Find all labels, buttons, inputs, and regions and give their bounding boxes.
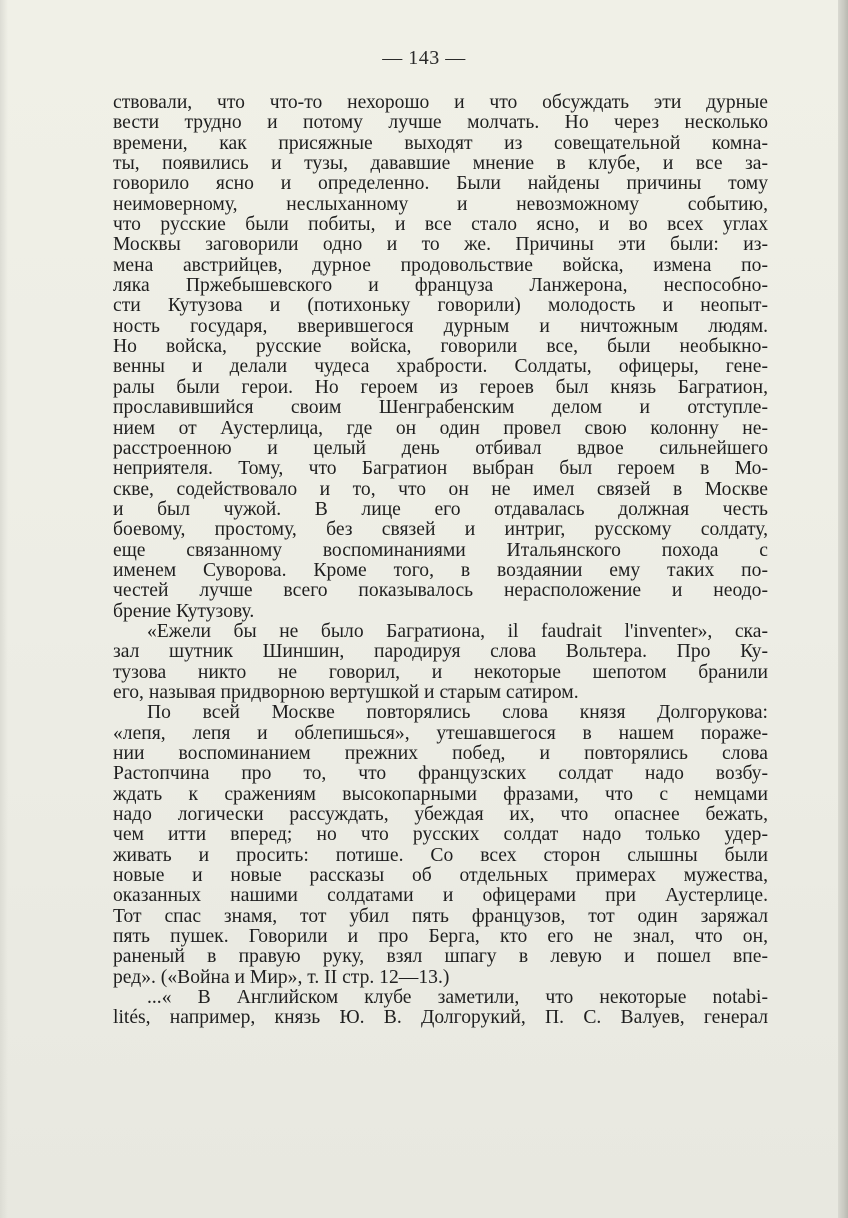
text-line: чем итти вперед; но что русских солдат надо только удер- [113,824,768,846]
text-line: «лепя, лепя и облепишься», утешавшегося в нашем пораже- [113,722,768,744]
text-line: нии воспоминанием прежних побед, и повторялись слова [113,743,768,764]
text-line: сти Кутузова и (потихоньку говорили) молодость и неопыт- [113,295,768,317]
text-line: ляка Пржебышевского и француза Ланжерона, неспособно- [113,275,768,297]
text-line: ты, появились и тузы, дававшие мнение в клубе, и все за- [113,153,768,175]
text-line: ралы были герои. Но героем из героев был князь Багратион, [113,376,768,398]
text-line: боевому, простому, без связей и интриг, русскому солдату, [113,519,768,541]
text-line: ред». («Война и Мир», т. II стр. 12—13.) [113,966,450,988]
text-line: раненый в правую руку, взял шпагу в левую и пошел впе- [113,946,768,968]
text-line: зал шутник Шиншин, пародируя слова Вольтера. Про Ку- [113,641,768,663]
text-line: неприятеля. Тому, что Багратион выбран был героем в Мо- [113,458,768,480]
text-line: ...« В Английском клубе заметили, что некоторые notabi- [147,987,768,1009]
text-line: живать и просить: потише. Со всех сторон слышны были [113,844,768,866]
text-line: еще связанному воспоминаниями Итальянского похода с [113,539,768,561]
page-gutter-shadow [0,0,8,1218]
text-line: прославившийся своим Шенграбенским делом и отступле- [113,397,768,419]
text-line: венны и делали чудеса храбрости. Солдаты, офицеры, гене- [113,356,768,378]
text-line: Но войска, русские войска, говорили все, были необыкно- [113,336,768,358]
text-line: тузова никто не говорил, и некоторые шепотом бранили [113,661,768,683]
text-line: говорило ясно и определенно. Были найдены причины тому [113,173,768,195]
text-line: что русские были побиты, и все стало ясно, и во всех углах [113,214,768,236]
text-line: ствовали, что что-то нехорошо и что обсуждать эти дурные [113,92,768,113]
text-line: надо логически рассуждать, убеждая их, что опаснее бежать, [113,804,768,826]
text-line: lités, например, князь Ю. В. Долгорукий, П. С. Валуев, генерал [113,1007,768,1029]
text-line: По всей Москве повторялись слова князя Долгорукова: [147,702,768,724]
page-edge [838,0,848,1218]
text-line: и был чужой. В лице его отдавалась должная честь [113,498,768,520]
text-line: мена австрийцев, дурное продовольствие войска, измена по- [113,254,768,276]
text-line: Москвы заговорили одно и то же. Причины эти были: из- [113,234,768,256]
text-line: ность государя, вверившегося дурным и ничтожным людям. [113,315,768,337]
text-line: пять пушек. Говорили и про Берга, кто его не знал, что он, [113,926,768,948]
text-line: новые и новые рассказы об отдельных примерах мужества, [113,865,768,887]
text-line: скве, содействовало и то, что он не имел связей в Москве [113,478,768,500]
page-body-text [113,93,768,1029]
text-line: брение Кутузову. [113,600,255,622]
text-line: Тот спас знамя, тот убил пять французов, тот один заряжал [113,905,768,927]
text-line: ждать к сражениям высокопарными фразами, что с немцами [113,783,768,805]
text-line: оказанных нашими солдатами и офицерами при Аустерлице. [113,885,768,907]
text-line: «Ежели бы не было Багратиона, il faudrait l'inventer», ска- [147,620,768,642]
text-line: времени, как присяжные выходят из совещательной комна- [113,132,768,154]
text-line: нием от Аустерлица, где он один провел свою колонну не- [113,417,768,439]
text-line: расстроенною и целый день отбивал вдвое сильнейшего [113,437,768,459]
text-line: Растопчина про то, что французских солдат надо возбу- [113,763,768,785]
page-number: — 143 — [382,47,466,69]
text-line: неимоверному, неслыханному и невозможному событию, [113,193,768,215]
text-line: вести трудно и потому лучше молчать. Но через несколько [113,112,768,134]
text-line: честей лучше всего показывалось нерасположение и неодо- [113,580,768,602]
text-line: именем Суворова. Кроме того, в воздаянии ему таких по- [113,559,768,581]
text-line: его, называя придворною вертушкой и старым сатиром. [113,681,579,703]
